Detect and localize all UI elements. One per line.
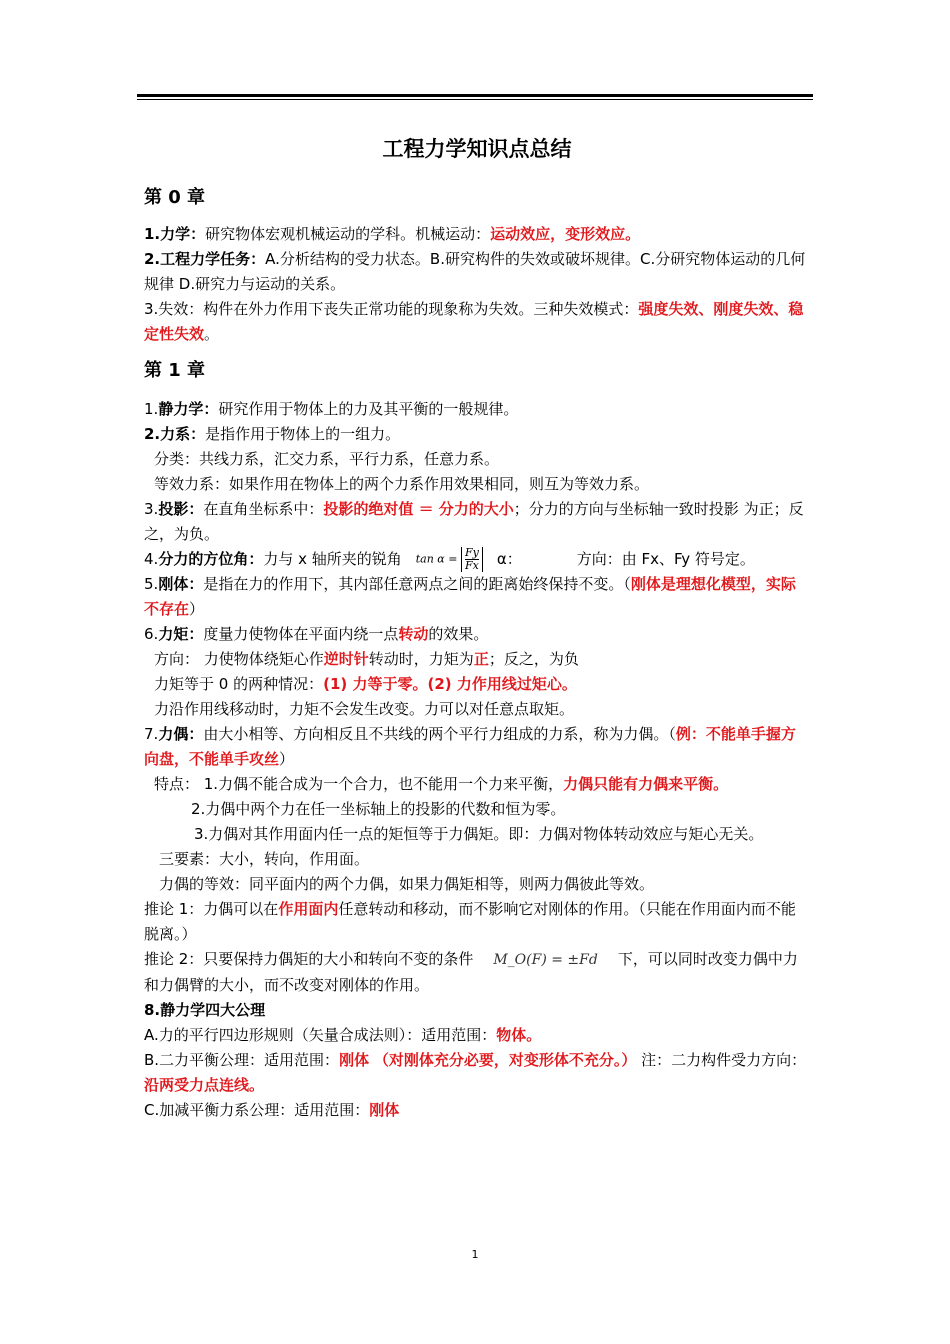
paragraph-corollary-1: 推论 1：力偶可以在作用面内任意转动和移动，而不影响它对刚体的作用。（只能在作用面内而不能脱离。） bbox=[144, 900, 796, 943]
paragraph-moment-zero: 力矩等于 0 的两种情况：(1) 力等于零。(2) 力作用线过矩心。 bbox=[154, 675, 577, 693]
header-rule-thin bbox=[137, 99, 813, 100]
paragraph-direction-angle: 4.分力的方位角：力与 x 轴所夹的锐角 tan α = $\frac{Fy}{Fx}$ α： 方向：由 Fx、Fy 符号定。 bbox=[144, 546, 755, 572]
paragraph-classification: 分类：共线力系，汇交力系，平行力系，任意力系。 bbox=[154, 450, 500, 468]
paragraph-force-system: 2.力系：是指作用于物体上的一组力。 bbox=[144, 425, 401, 443]
paragraph-moment-direction: 方向： 力使物体绕矩心作逆时针转动时，力矩为正；反之，为负 bbox=[154, 650, 579, 668]
tan-alpha-formula: tan α = $\frac{Fy}{Fx}$ bbox=[416, 547, 483, 572]
paragraph-couple-equivalence: 力偶的等效：同平面内的两个力偶，如果力偶矩相等，则两力偶彼此等效。 bbox=[159, 875, 655, 893]
paragraph-projection: 3.投影：在直角坐标系中：投影的绝对值 ＝ 分力的大小；分力的方向与坐标轴一致时投影 为正；反之，为负。 bbox=[144, 500, 804, 543]
paragraph-moment-sliding: 力沿作用线移动时，力矩不会发生改变。力可以对任意点取矩。 bbox=[154, 700, 575, 718]
paragraph-axiom-a: A.力的平行四边形规则（矢量合成法则）：适用范围：物体。 bbox=[144, 1026, 542, 1044]
document-body bbox=[144, 128, 810, 1123]
moment-formula: M_O(F) = ±Fd bbox=[493, 952, 598, 968]
paragraph-couple-features: 特点： 1.力偶不能合成为一个合力，也不能用一个力来平衡，力偶只能有力偶来平衡。 bbox=[154, 775, 729, 793]
paragraph-four-axioms: 8.静力学四大公理 bbox=[144, 1001, 266, 1019]
paragraph-axiom-b: B.二力平衡公理：适用范围：刚体 （对刚体充分必要，对变形体不充分。） 注：二力构件受力方向：沿两受力点连线。 bbox=[144, 1051, 807, 1094]
paragraph-statics: 1.静力学：研究作用于物体上的力及其平衡的一般规律。 bbox=[144, 400, 519, 418]
paragraph-equivalent-system: 等效力系：如果作用在物体上的两个力系作用效果相同，则互为等效力系。 bbox=[154, 475, 650, 493]
paragraph-three-elements: 三要素：大小，转向，作用面。 bbox=[159, 850, 370, 868]
chapter-0-heading: 第 0 章 bbox=[144, 187, 206, 208]
paragraph-moment: 6.力矩：度量力使物体在平面内绕一点转动的效果。 bbox=[144, 625, 489, 643]
paragraph-couple-feature-3: 3.力偶对其作用面内任一点的矩恒等于力偶矩。即：力偶对物体转动效应与矩心无关。 bbox=[194, 825, 764, 843]
paragraph-couple-feature-2: 2.力偶中两个力在任一坐标轴上的投影的代数和恒为零。 bbox=[191, 800, 566, 818]
paragraph-axiom-c: C.加减平衡力系公理：适用范围：刚体 bbox=[144, 1101, 400, 1119]
paragraph-failure: 3.失效：构件在外力作用下丧失正常功能的现象称为失效。三种失效模式：强度失效、刚度失效、稳定性失效。 bbox=[144, 300, 804, 343]
header-rule-thick bbox=[137, 94, 813, 97]
chapter-1-heading: 第 1 章 bbox=[144, 360, 206, 381]
page-number: 1 bbox=[471, 1248, 479, 1261]
paragraph-mechanics: 1.力学：研究物体宏观机械运动的学科。机械运动：运动效应，变形效应。 bbox=[144, 225, 641, 243]
page-title: 工程力学知识点总结 bbox=[382, 137, 572, 161]
paragraph-rigid-body: 5.刚体：是指在力的作用下，其内部任意两点之间的距离始终保持不变。（刚体是理想化模型，实际不存在） bbox=[144, 575, 796, 618]
paragraph-couple: 7.力偶：由大小相等、方向相反且不共线的两个平行力组成的力系，称为力偶。（例：不能单手握方向盘，不能单手攻丝） bbox=[144, 725, 796, 768]
paragraph-tasks: 2.工程力学任务：A.分析结构的受力状态。B.研究构件的失效或破坏规律。C.分研究物体运动的几何规律 D.研究力与运动的关系。 bbox=[144, 250, 806, 293]
paragraph-corollary-2: 推论 2：只要保持力偶矩的大小和转向不变的条件 M_O(F) = ±Fd 下，可以同时改变力偶中力和力偶臂的大小，而不改变对刚体的作用。 bbox=[144, 950, 798, 994]
